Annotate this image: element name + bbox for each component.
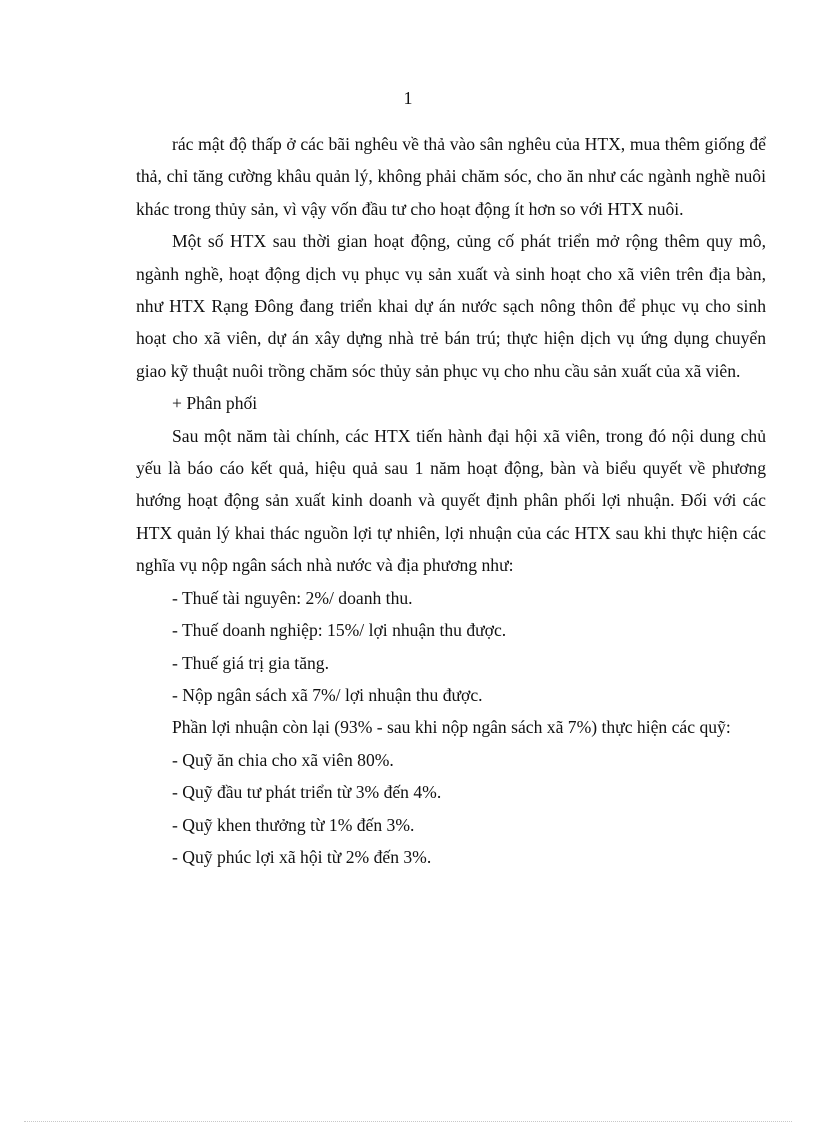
paragraph-1: rác mật độ thấp ở các bãi nghêu về thả vào sân nghêu của HTX, mua thêm giống để thả, chỉ tăng cường khâu quản lý, không phải chăm sóc, cho ăn như các ngành nghề nuôi khác trong thủy sản, vì vậy vốn đầu tư cho hoạt động ít hơn so với HTX nuôi. [136, 134, 766, 219]
tax-item: - Thuế giá trị gia tăng. [172, 652, 329, 673]
document-body [136, 128, 766, 873]
section-heading-distribution: + Phân phối [172, 393, 258, 414]
fund-item: - Quỹ ăn chia cho xã viên 80%. [172, 749, 394, 770]
tax-item: - Nộp ngân sách xã 7%/ lợi nhuận thu được. [172, 684, 483, 705]
paragraph-2: Một số HTX sau thời gian hoạt động, củng cố phát triển mở rộng thêm quy mô, ngành nghề, hoạt động dịch vụ phục vụ sản xuất và sinh hoạt cho xã viên trên địa bàn, như HTX Rạng Đông đang triển khai dự án nước sạch nông thôn để phục vụ cho sinh hoạt cho xã viên, dự án xây dựng nhà trẻ bán trú; thực hiện dịch vụ ứng dụng chuyển giao kỹ thuật nuôi trồng chăm sóc thủy sản phục vụ cho nhu cầu sản xuất của xã viên. [136, 231, 766, 381]
fund-item: - Quỹ phúc lợi xã hội từ 2% đến 3%. [172, 846, 432, 867]
tax-item: - Thuế doanh nghiệp: 15%/ lợi nhuận thu được. [172, 620, 507, 641]
tax-item: - Thuế tài nguyên: 2%/ doanh thu. [172, 587, 413, 608]
page-number: 1 [403, 88, 413, 108]
paragraph-3: Sau một năm tài chính, các HTX tiến hành đại hội xã viên, trong đó nội dung chủ yếu là báo cáo kết quả, hiệu quả sau 1 năm hoạt động, bàn và biểu quyết về phương hướng hoạt động sản xuất kinh doanh và quyết định phân phối lợi nhuận. Đối với các HTX quản lý khai thác nguồn lợi tự nhiên, lợi nhuận của các HTX sau khi thực hiện các nghĩa vụ nộp ngân sách nhà nước và địa phương như: [136, 425, 766, 576]
fund-item: - Quỹ khen thưởng từ 1% đến 3%. [172, 814, 415, 835]
fund-item: - Quỹ đầu tư phát triển từ 3% đến 4%. [172, 782, 442, 803]
page-bottom-divider [24, 1121, 792, 1122]
remaining-profit-paragraph: Phần lợi nhuận còn lại (93% - sau khi nộp ngân sách xã 7%) thực hiện các quỹ: [172, 717, 731, 738]
